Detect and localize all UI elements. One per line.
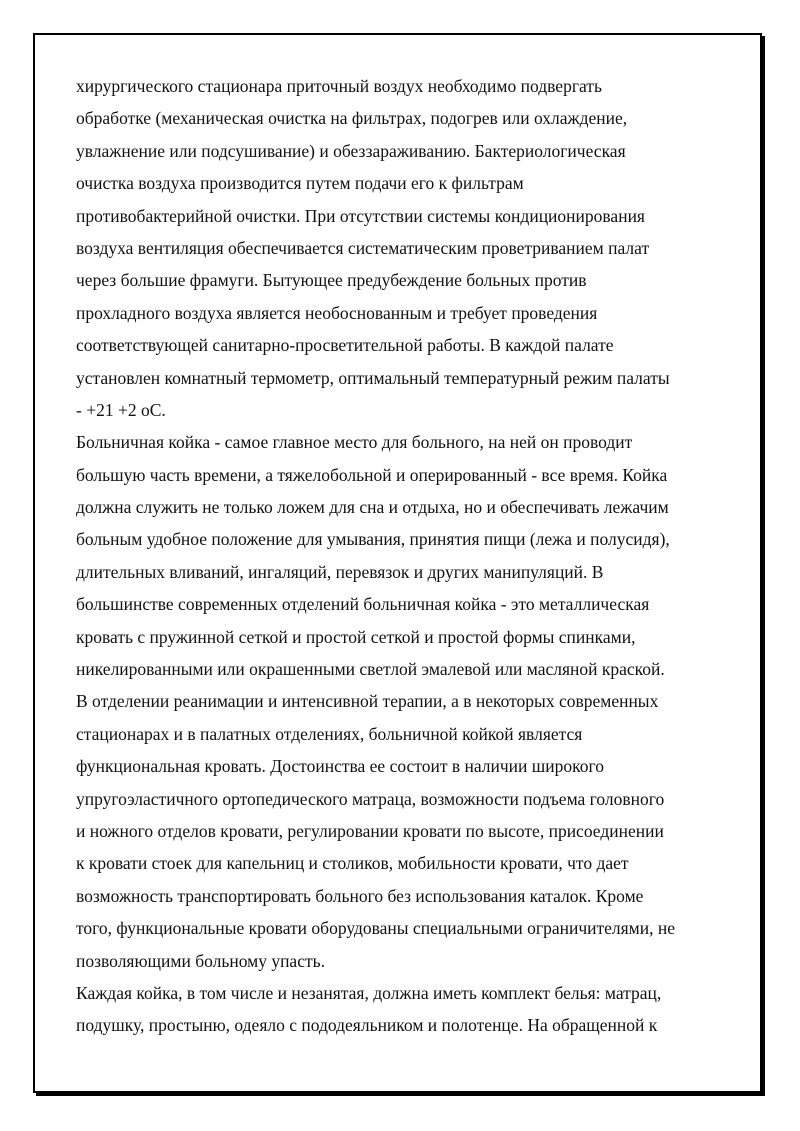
text-line: очистка воздуха производится путем подачи его к фильтрам	[76, 173, 524, 194]
text-line: - +21 +2 оС.	[76, 399, 166, 420]
text-line: противобактерийной очистки. При отсутствии системы кондиционирования	[76, 205, 645, 226]
text-line: увлажнение или подсушивание) и обеззараживанию. Бактериологическая	[76, 140, 626, 161]
text-line: хирургического стационара приточный воздух необходимо подвергать	[76, 76, 602, 96]
text-line: кровать с пружинной сеткой и простой сеткой и простой формы спинками,	[76, 626, 636, 647]
text-line: подушку, простыню, одеяло с пододеяльником и полотенце. На обращенной к	[76, 1015, 658, 1036]
text-line: Больничная койка - самое главное место для больного, на ней он проводит	[76, 432, 633, 453]
text-line: Каждая койка, в том числе и незанятая, должна иметь комплект белья: матрац,	[76, 982, 662, 1003]
text-line: к кровати стоек для капельниц и столиков, мобильности кровати, что дает	[76, 853, 629, 874]
text-line: возможность транспортировать больного без использования каталок. Кроме	[76, 885, 644, 906]
text-line: стационарах и в палатных отделениях, больничной койкой является	[76, 723, 583, 744]
text-line: большинстве современных отделений больничная койка - это металлическая	[76, 594, 650, 615]
document-body	[76, 70, 736, 1042]
text-line: большую часть времени, а тяжелобольной и оперированный - все время. Койка	[76, 464, 668, 485]
text-line: обработке (механическая очистка на фильтрах, подогрев или охлаждение,	[76, 108, 628, 129]
text-line: должна служить не только ложем для сна и отдыха, но и обеспечивать лежачим	[76, 497, 669, 518]
text-line: В отделении реанимации и интенсивной терапии, а в некоторых современных	[76, 691, 659, 712]
text-line: того, функциональные кровати оборудованы специальными ограничителями, не	[76, 918, 675, 939]
text-line: функциональная кровать. Достоинства ее состоит в наличии широкого	[76, 756, 604, 777]
text-line: через большие фрамуги. Бытующее предубеждение больных против	[76, 270, 587, 291]
text-line: позволяющими больному упасть.	[76, 950, 325, 971]
text-line: воздуха вентиляция обеспечивается систематическим проветриванием палат	[76, 237, 650, 258]
text-line: длительных вливаний, ингаляций, перевязок и других манипуляций. В	[76, 561, 604, 582]
text-line: прохладного воздуха является необоснованным и требует проведения	[76, 302, 598, 323]
text-line: никелированными или окрашенными светлой эмалевой или масляной краской.	[76, 659, 665, 680]
text-line: упругоэластичного ортопедического матраца, возможности подъема головного	[76, 788, 665, 809]
text-line: соответствующей санитарно-просветительной работы. В каждой палате	[76, 335, 614, 356]
text-line: установлен комнатный термометр, оптимальный температурный режим палаты	[76, 367, 670, 388]
text-line: больным удобное положение для умывания, принятия пищи (лежа и полусидя),	[76, 529, 670, 550]
text-line: и ножного отделов кровати, регулировании кровати по высоте, присоединении	[76, 820, 664, 841]
